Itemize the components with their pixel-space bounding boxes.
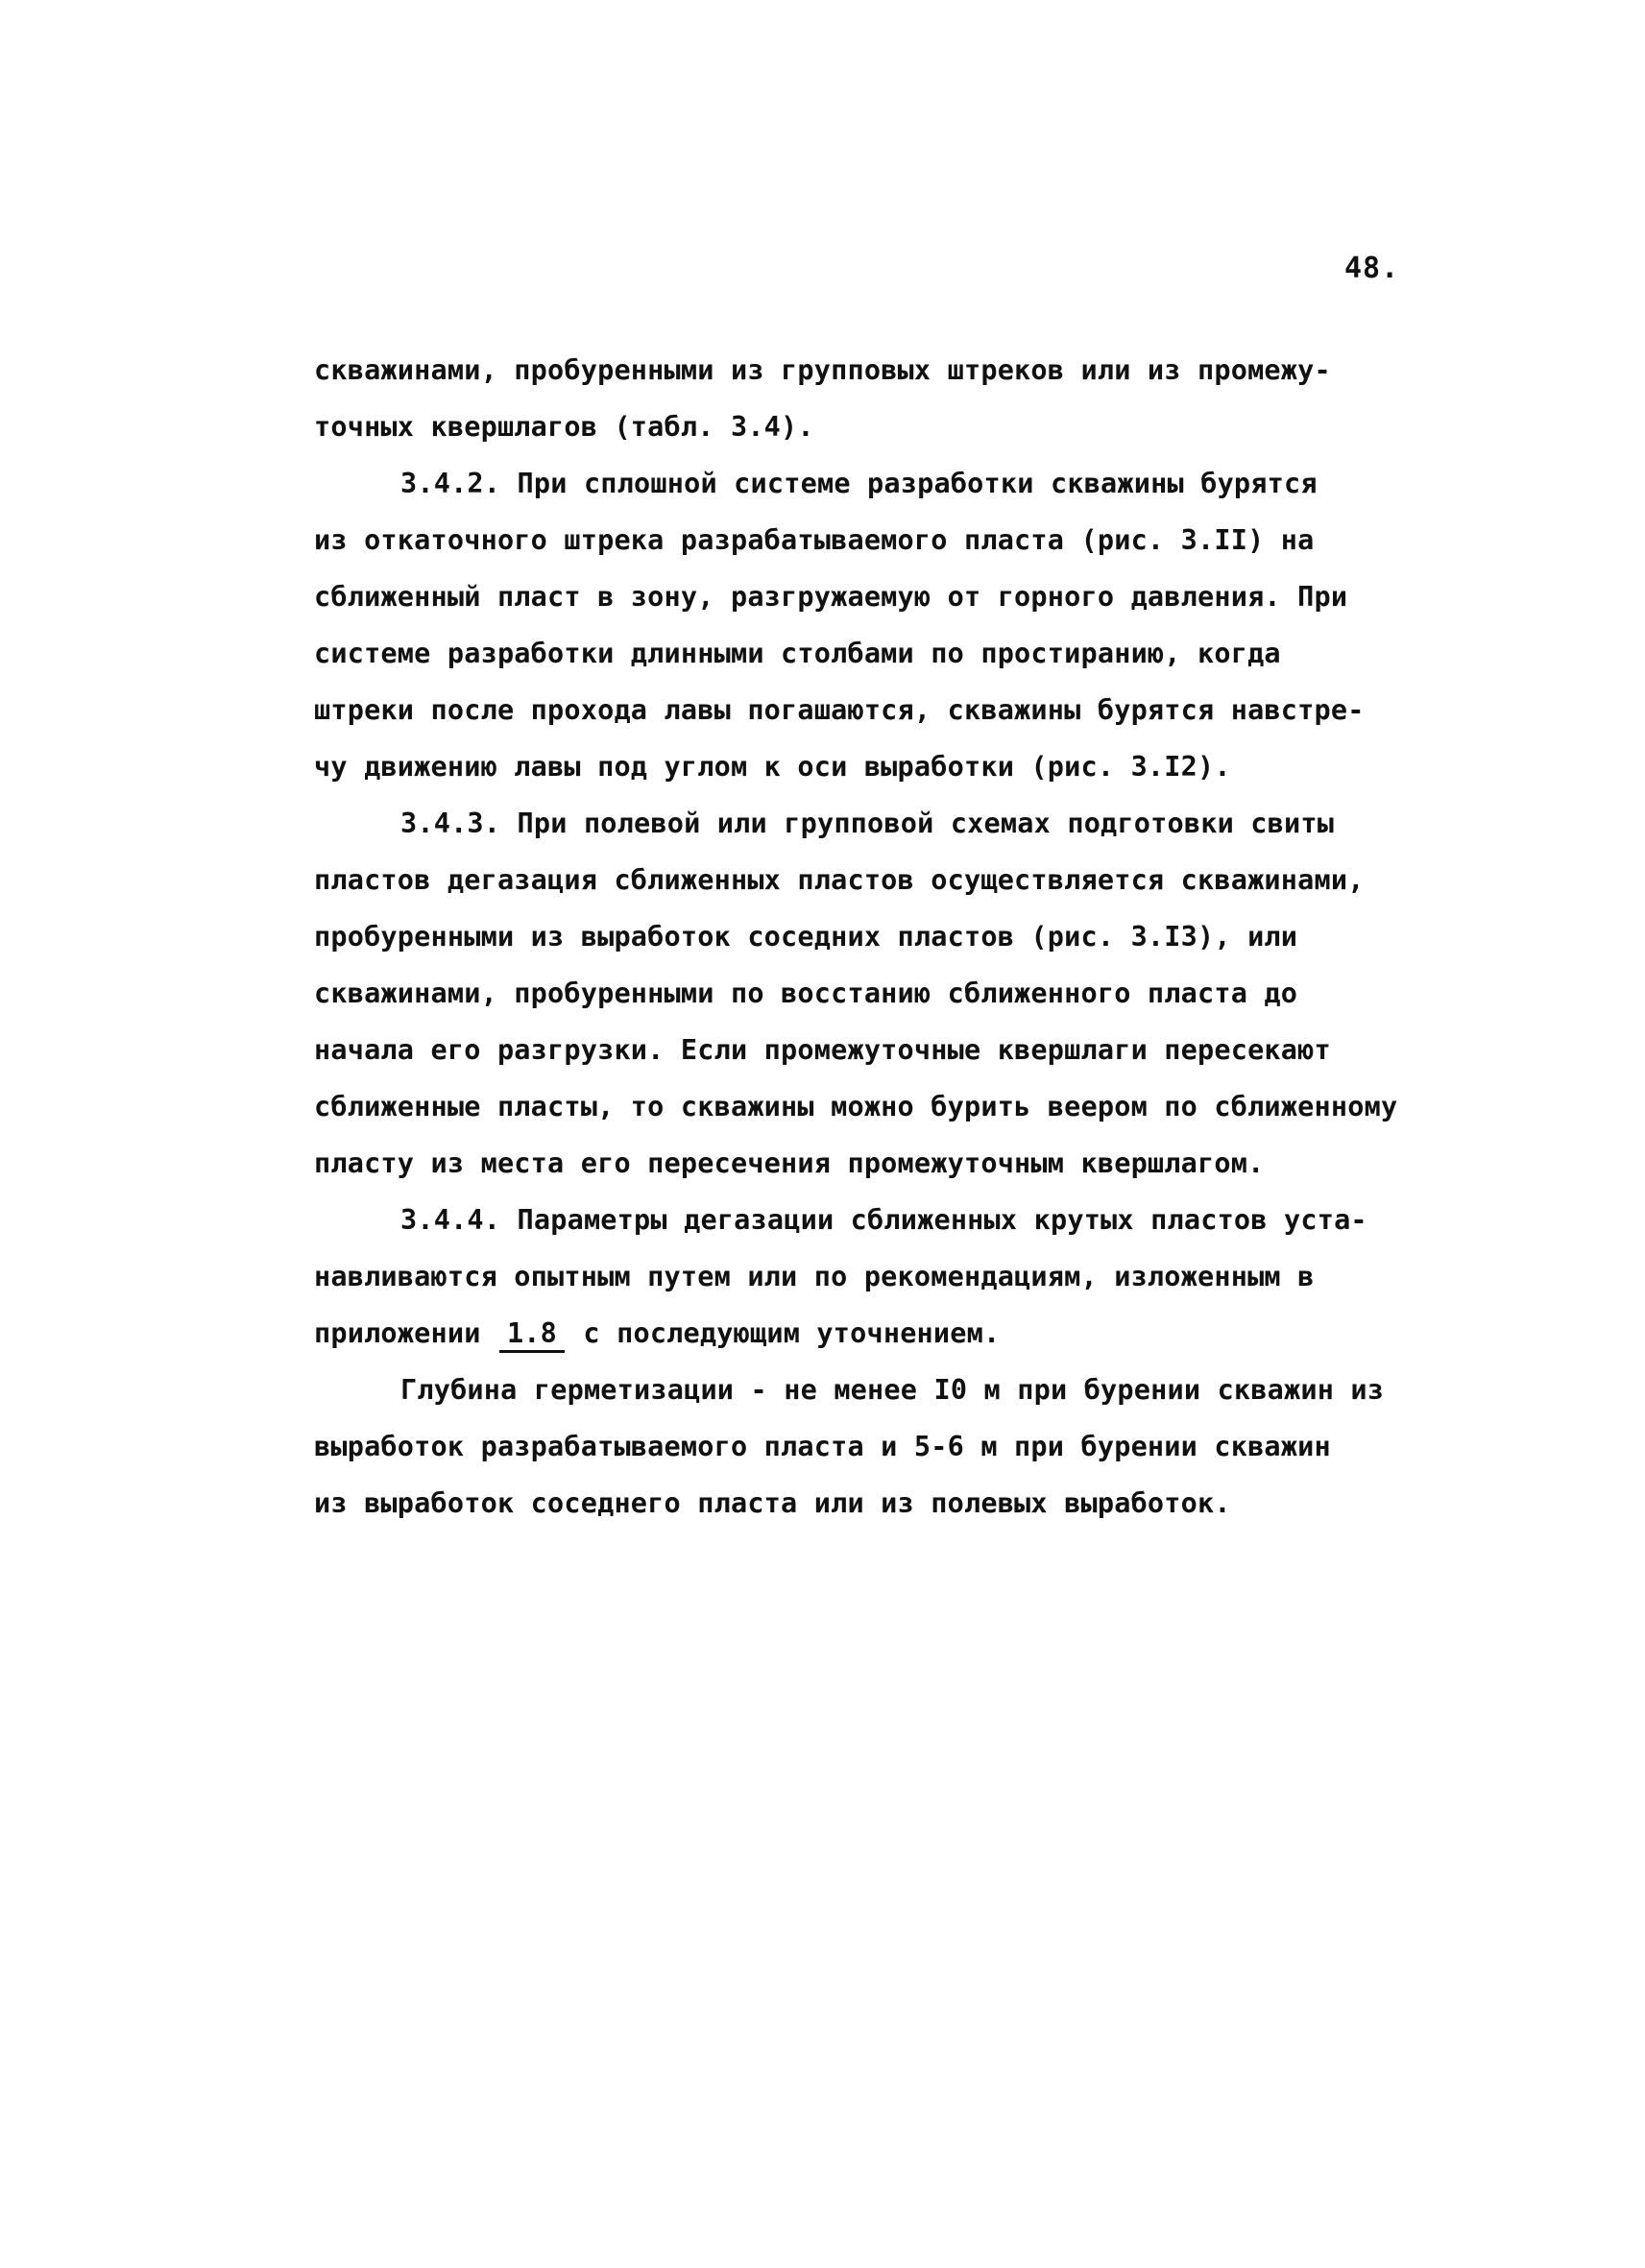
text-line: выработок разрабатываемого пласта и 5-6 м при бурении скважин [314, 1431, 1331, 1462]
paragraph-3-4-4 [314, 1192, 1418, 1362]
text-line: скважинами, пробуренными из групповых штреков или из промежу- [314, 354, 1331, 386]
text-line: пласту из места его пересечения промежуточным квершлагом. [314, 1147, 1265, 1179]
text-line: из откаточного штрека разрабатываемого пласта (рис. 3.II) на [314, 524, 1315, 556]
text-line: системе разработки длинными столбами по простиранию, когда [314, 638, 1281, 669]
text-line: скважинами, пробуренными по восстанию сближенного пласта до [314, 977, 1298, 1009]
text-fragment: с последующим уточнением. [583, 1317, 1001, 1349]
text-line: пластов дегазация сближенных пластов осуществляется скважинами, [314, 864, 1365, 896]
text-line: чу движению лавы под углом к оси выработки (рис. 3.I2). [314, 751, 1231, 783]
text-line: 3.4.2. При сплошной системе разработки скважины бурятся [400, 468, 1318, 499]
text-line: 3.4.3. При полевой или групповой схемах подготовки свиты [400, 808, 1335, 839]
text-line-with-reference [314, 1305, 1418, 1362]
paragraph-sealing-depth [314, 1362, 1418, 1532]
text-line: сближенные пласты, то скважины можно бурить веером по сближенному [314, 1091, 1398, 1122]
text-line: пробуренными из выработок соседних пластов (рис. 3.I3), или [314, 921, 1298, 953]
text-line: навливаются опытным путем или по рекомендациям, изложенным в [314, 1261, 1315, 1292]
paragraph-3-4-2 [314, 455, 1418, 795]
page-number: 48. [1344, 252, 1400, 285]
text-line: штреки после прохода лавы погашаются, скважины бурятся навстре- [314, 694, 1365, 726]
text-line: Глубина герметизации - не менее I0 м при бурении скважин из [400, 1374, 1385, 1406]
text-line: из выработок соседнего пласта или из полевых выработок. [314, 1487, 1231, 1519]
text-line: начала его разгрузки. Если промежуточные квершлаги пересекают [314, 1034, 1331, 1066]
paragraph-3-4-3 [314, 795, 1418, 1192]
paragraph-continuation [314, 342, 1418, 455]
text-line: сближенный пласт в зону, разгружаемую от горного давления. При [314, 581, 1348, 613]
appendix-reference: 1.8 [499, 1317, 565, 1353]
text-line: точных квершлагов (табл. 3.4). [314, 411, 814, 443]
text-fragment: приложении [314, 1317, 481, 1349]
body-text [314, 342, 1418, 1532]
text-line: 3.4.4. Параметры дегазации сближенных крутых пластов уста- [400, 1204, 1367, 1236]
